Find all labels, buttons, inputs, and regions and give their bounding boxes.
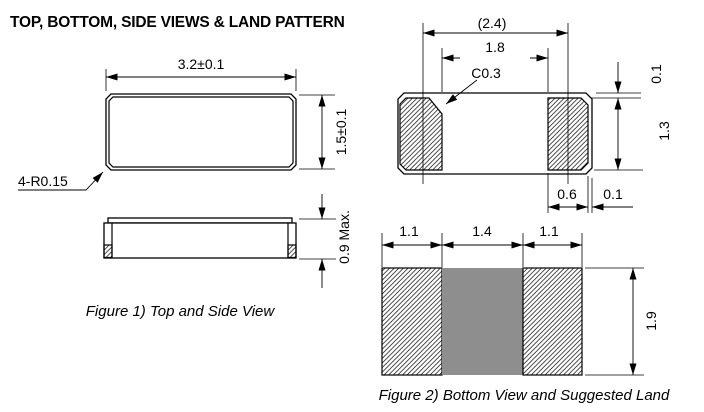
page-title: TOP, BOTTOM, SIDE VIEWS & LAND PATTERN [10,14,345,31]
chamfer-label: C0.3 [471,65,501,81]
land-pattern-center-gap [442,268,523,375]
dim-top-view-width [106,56,296,91]
side-view-lid [108,218,292,223]
top-view [18,56,349,190]
dim-label-pad-width: 0.6 [557,186,577,202]
land-pattern-pad-left [382,268,442,375]
dim-pad-top-clearance [591,62,664,98]
corner-radius-callout [18,172,103,190]
side-view [104,194,352,288]
dim-label-pad-top-clearance: 0.1 [648,64,664,84]
bottom-view-pad-left [400,98,442,170]
top-view-outline-outer [106,94,296,170]
dim-label-pad-pitch: (2.4) [477,15,507,31]
corner-radius-label: 4-R0.15 [18,173,68,189]
dim-label-top-view-width: 3.2±0.1 [177,56,225,72]
bottom-view [398,15,672,213]
figure2-caption: Figure 2) Bottom View and Suggested Land [378,387,670,404]
dim-label-land-height: 1.9 [643,311,659,331]
side-view-pad-left [104,245,112,258]
dim-side-view-height [299,194,352,288]
land-pattern [382,223,659,375]
dim-label-land-right: 1.1 [539,223,559,239]
dim-label-land-left: 1.1 [399,223,419,239]
side-view-body [104,223,296,258]
dim-label-land-center: 1.4 [472,223,492,239]
side-view-pad-right [288,245,296,258]
dim-label-top-view-height: 1.5±0.1 [333,108,349,156]
dim-label-side-view-height: 0.9 Max. [336,210,352,264]
dim-top-view-height [299,95,349,169]
figure1-caption: Figure 1) Top and Side View [85,303,275,320]
dim-pad-width [548,173,592,213]
dim-pad-height [594,98,672,170]
dim-label-pad-inner-gap: 1.8 [485,39,505,55]
dim-land-height [585,268,659,375]
land-pattern-pad-right [523,268,582,375]
dim-label-pad-side-clearance: 0.1 [603,186,623,202]
dim-pad-side-clearance [592,186,633,207]
dim-land-widths [382,223,582,267]
dim-label-pad-height: 1.3 [656,121,672,141]
